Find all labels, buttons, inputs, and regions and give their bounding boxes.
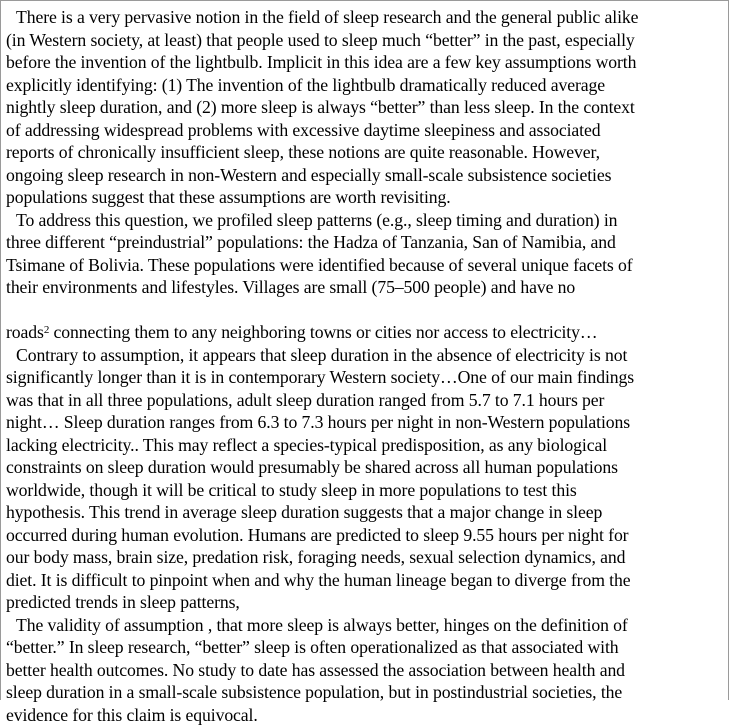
text-line: better health outcomes. No study to date has assessed the association between health and — [6, 659, 722, 682]
text-line: diet. It is difficult to pinpoint when and why the human lineage began to diverge from the — [6, 569, 722, 592]
paragraph-1 — [6, 6, 722, 209]
text-line: was that in all three populations, adult sleep duration ranged from 5.7 to 7.1 hours per — [6, 389, 722, 412]
text-line: worldwide, though it will be critical to study sleep in more populations to test this — [6, 479, 722, 502]
text-line: ongoing sleep research in non-Western and especially small-scale subsistence societies — [6, 164, 722, 187]
text-line: three different “preindustrial” populations: the Hadza of Tanzania, San of Namibia, and — [6, 231, 722, 254]
text-line: before the invention of the lightbulb. Implicit in this idea are a few key assumptions worth — [6, 51, 722, 74]
paragraph-2 — [6, 209, 722, 344]
text-line-with-footnote — [6, 321, 722, 344]
text-line: sleep duration in a small-scale subsistence population, but in postindustrial societies, the — [6, 681, 722, 704]
text-line: To address this question, we profiled sleep patterns (e.g., sleep timing and duration) in — [6, 209, 722, 232]
text-line: of addressing widespread problems with excessive daytime sleepiness and associated — [6, 119, 722, 142]
text-line: predicted trends in sleep patterns, — [6, 591, 722, 614]
text-line: Contrary to assumption, it appears that sleep duration in the absence of electricity is not — [6, 344, 722, 367]
text-line: evidence for this claim is equivocal. — [6, 704, 722, 726]
text-line: explicitly identifying: (1) The invention of the lightbulb dramatically reduced average — [6, 74, 722, 97]
paragraph-3 — [6, 344, 722, 614]
text-line: There is a very pervasive notion in the field of sleep research and the general public alike — [6, 6, 722, 29]
text-line: (in Western society, at least) that people used to sleep much “better” in the past, especially — [6, 29, 722, 52]
text-line: hypothesis. This trend in average sleep duration suggests that a major change in sleep — [6, 501, 722, 524]
text-line: nightly sleep duration, and (2) more sleep is always “better” than less sleep. In the context — [6, 96, 722, 119]
text-line: reports of chronically insufficient sleep, these notions are quite reasonable. However, — [6, 141, 722, 164]
text-line: Tsimane of Bolivia. These populations were identified because of several unique facets of — [6, 254, 722, 277]
text-fragment: roads — [6, 322, 44, 342]
text-line: night… Sleep duration ranges from 6.3 to 7.3 hours per night in non-Western populations — [6, 411, 722, 434]
text-line: “better.” In sleep research, “better” sleep is often operationalized as that associated with — [6, 636, 722, 659]
paragraph-4 — [6, 614, 722, 726]
text-line: our body mass, brain size, predation risk, foraging needs, sexual selection dynamics, and — [6, 546, 722, 569]
text-line: constraints on sleep duration would presumably be shared across all human populations — [6, 456, 722, 479]
text-line: The validity of assumption , that more sleep is always better, hinges on the definition of — [6, 614, 722, 637]
text-line: their environments and lifestyles. Villages are small (75–500 people) and have no — [6, 276, 722, 299]
document-body — [6, 6, 722, 726]
text-line: lacking electricity.. This may reflect a species-typical predisposition, as any biological — [6, 434, 722, 457]
text-line — [6, 299, 722, 322]
text-line: significantly longer than it is in contemporary Western society…One of our main findings — [6, 366, 722, 389]
text-line: populations suggest that these assumptions are worth revisiting. — [6, 186, 722, 209]
text-line: occurred during human evolution. Humans are predicted to sleep 9.55 hours per night for — [6, 524, 722, 547]
footnote-marker[interactable]: 2 — [44, 324, 49, 336]
text-fragment: connecting them to any neighboring towns or cities nor access to electricity… — [49, 322, 597, 342]
